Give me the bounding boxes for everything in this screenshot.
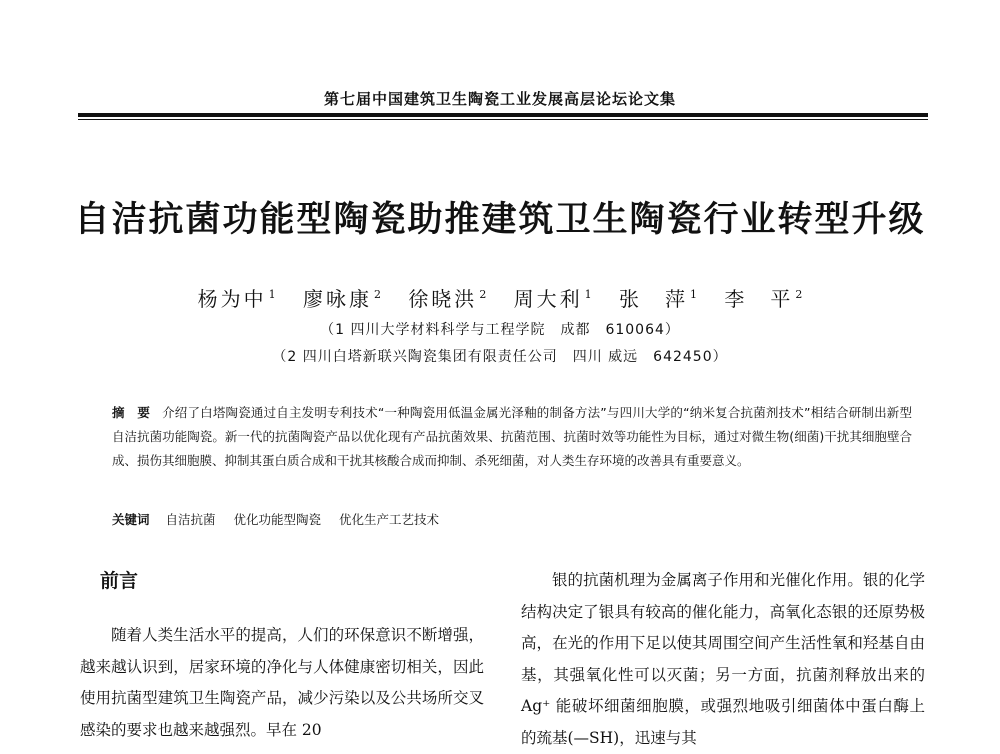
keyword: 优化生产工艺技术 [339, 512, 440, 527]
abstract-text: 介绍了白塔陶瓷通过自主发明专利技术“一种陶瓷用低温金属光泽釉的制备方法”与四川大学的“纳米复合抗菌剂技术”相结合研制出新型自洁抗菌功能陶瓷。新一代的抗菌陶瓷产品以优化现有产品抗菌效果、抗菌范围、抗菌时效等功能性为目标，通过对微生物(细菌)干扰其细胞壁合成、损伤其细胞膜、抑制其蛋白质合成和干扰其核酸合成而抑制、杀死细菌，对人类生存环境的改善具有重要意义。 [112, 405, 912, 468]
abstract-label: 摘 要 [112, 405, 151, 420]
running-header: 第七届中国建筑卫生陶瓷工业发展高层论坛论文集 [323, 90, 676, 108]
author: 徐晓洪 $^2$ [408, 287, 487, 311]
header-rule-thin [78, 119, 928, 120]
author: 杨为中 $^1$ [197, 287, 276, 311]
affiliation-2: （2 四川白塔新联兴陶瓷集团有限责任公司 四川 威远 642450） [272, 349, 728, 365]
body-paragraph-right: 银的抗菌机理为金属离子作用和光催化作用。银的化学结构决定了银具有较高的催化能力，高氧化态银的还原势极高，在光的作用下足以使其周围空间产生活性氧和羟基自由基，其强氧化性可以灭菌；另一方面，抗菌剂释放出来的 Ag⁺ 能破坏细菌细胞膜，或强烈地吸引细菌体中蛋白酶上的巯基(—SH)，迅速与其 [521, 571, 925, 747]
author: 周大利 $^1$ [513, 287, 592, 311]
keywords [112, 510, 912, 528]
affiliation-1: （1 四川大学材料科学与工程学院 成都 610064） [320, 322, 680, 338]
paper-title: 自洁抗菌功能型陶瓷助推建筑卫生陶瓷行业转型升级 [74, 200, 926, 240]
abstract [112, 401, 912, 473]
header-rule-thick [78, 113, 928, 117]
body-paragraph-left: 随着人类生活水平的提高，人们的环保意识不断增强，越来越认识到，居家环境的净化与人体健康密切相关，因此使用抗菌型建筑卫生陶瓷产品，减少污染以及公共场所交叉感染的要求也越来越强烈。早在 20 [80, 626, 484, 739]
keywords-label: 关键词 [112, 512, 150, 527]
author: 廖咏康 $^2$ [302, 287, 381, 311]
author: 张 萍 $^1$ [619, 287, 698, 311]
keyword: 优化功能型陶瓷 [233, 512, 322, 527]
author-list [0, 283, 1000, 312]
keyword: 自洁抗菌 [165, 512, 216, 527]
author: 李 平 $^2$ [724, 287, 803, 311]
section-heading: 前言 [100, 570, 139, 592]
